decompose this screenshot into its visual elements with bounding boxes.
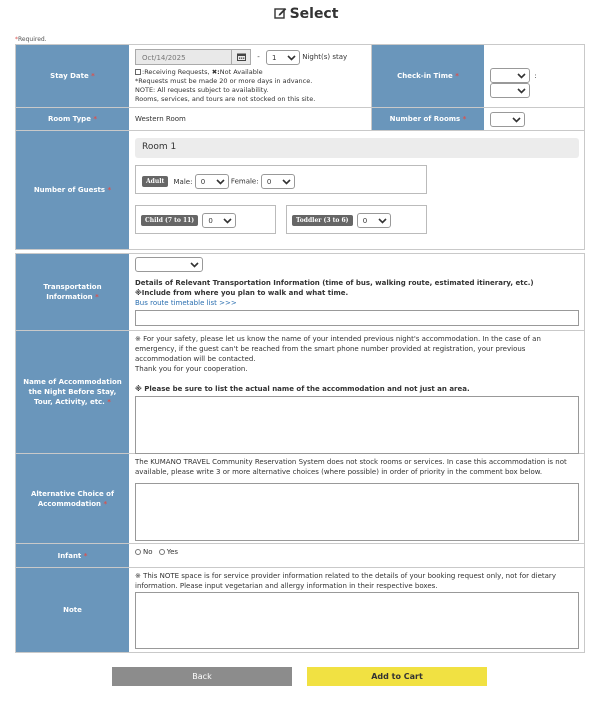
- note-value: [129, 568, 585, 652]
- chevron-down-icon: [517, 88, 526, 94]
- page-title: [0, 6, 612, 22]
- transportation-label: Transportation Information *: [16, 254, 129, 330]
- checkin-minute-select[interactable]: [490, 83, 530, 98]
- time-colon: :: [534, 71, 537, 80]
- booking-form-bottom: [15, 253, 585, 653]
- number-of-guests-label: Number of Guests *: [16, 131, 129, 249]
- edit-icon: [274, 7, 287, 19]
- stay-note-2: NOTE: All requests subject to availability.: [135, 86, 269, 94]
- child-box: [135, 205, 276, 234]
- checkin-time-label: Check-in Time *: [371, 45, 484, 107]
- page-title-text: Select: [289, 6, 339, 22]
- room-type-row: [16, 108, 584, 131]
- room-type-value: Western Room: [135, 115, 186, 123]
- transportation-value: [129, 254, 585, 330]
- accommodation-row: [16, 331, 584, 454]
- stay-date-label: Stay Date *: [16, 45, 129, 107]
- nights-select[interactable]: [266, 50, 300, 65]
- accommodation-value: [129, 331, 585, 453]
- infant-no-radio[interactable]: [135, 549, 141, 555]
- required-mark: *: [15, 36, 18, 43]
- infant-value: [129, 544, 584, 567]
- required-note-text: Required.: [18, 36, 47, 43]
- stay-note-3: Rooms, services, and tours are not stocked on this site.: [135, 95, 316, 103]
- number-of-rooms-value: [484, 108, 584, 130]
- male-select[interactable]: 0: [195, 174, 229, 189]
- calendar-icon[interactable]: [231, 50, 250, 64]
- chevron-down-icon: [512, 117, 521, 123]
- chevron-down-icon: [378, 218, 387, 224]
- infant-yes-radio[interactable]: [159, 549, 165, 555]
- receiving-icon: [135, 69, 141, 75]
- room-title: Room 1: [135, 138, 579, 158]
- checkin-time-value: [484, 45, 584, 107]
- note-text: ※ This NOTE space is for service provider information related to the details of your booking request only, not for dietary information. Please input vegetarian and allergy information in their respective boxes.: [135, 572, 556, 590]
- male-label: Male:: [173, 177, 193, 186]
- female-select[interactable]: 0: [261, 174, 295, 189]
- accommodation-textarea[interactable]: [135, 396, 579, 454]
- child-badge: Child (7 to 11): [141, 215, 198, 226]
- child-select[interactable]: 0: [202, 213, 236, 228]
- infant-label: Infant *: [16, 544, 129, 567]
- not-available-icon: ✖:: [211, 68, 220, 76]
- adult-badge: Adult: [142, 176, 168, 187]
- checkin-hour-select[interactable]: [490, 68, 530, 83]
- thanks-note: Thank you for your cooperation.: [135, 365, 248, 373]
- stay-notes: [135, 68, 365, 104]
- date-dash: -: [257, 53, 260, 61]
- infant-row: [16, 544, 584, 568]
- accommodation-label: Name of Accommodation the Night Before Stay, Tour, Activity, etc. *: [16, 331, 129, 453]
- alternative-label: Alternative Choice of Accommodation *: [16, 454, 129, 543]
- chevron-down-icon: [190, 262, 199, 268]
- note-label: Note: [16, 568, 129, 652]
- adult-box: [135, 165, 427, 194]
- guests-value: [129, 131, 584, 249]
- female-label: Female:: [230, 177, 259, 186]
- infant-no-label: No: [143, 548, 153, 556]
- transportation-select[interactable]: [135, 257, 203, 272]
- alternative-text: The KUMANO TRAVEL Community Reservation System does not stock rooms or services. In case this accommodation is not available, please write 3 or more alternative choices (where possible) in order of priority in the comment box below.: [135, 458, 567, 476]
- sure-note: ※ Please be sure to list the actual name of the accommodation and not just an area.: [135, 385, 470, 393]
- transport-include-note: ※Include from where you plan to walk and what time.: [135, 289, 349, 297]
- note-row: [16, 568, 584, 652]
- chevron-down-icon: [216, 179, 225, 185]
- alternative-value: [129, 454, 585, 543]
- nights-suffix: Night(s) stay: [302, 53, 348, 61]
- bus-route-link[interactable]: Bus route timetable list >>>: [135, 299, 237, 307]
- infant-yes-label: Yes: [166, 548, 179, 556]
- required-note: [15, 36, 47, 43]
- toddler-select[interactable]: 0: [357, 213, 391, 228]
- room-type-label: Room Type *: [16, 108, 129, 130]
- chevron-down-icon: [223, 218, 232, 224]
- back-button[interactable]: Back: [112, 667, 292, 686]
- alternative-row: [16, 454, 584, 544]
- transport-input[interactable]: [135, 310, 579, 326]
- date-input[interactable]: Oct/14/2025: [136, 50, 231, 64]
- alternative-textarea[interactable]: [135, 483, 579, 541]
- stay-date-value: [129, 45, 371, 107]
- note-textarea[interactable]: [135, 592, 579, 649]
- transport-details: Details of Relevant Transportation Information (time of bus, walking route, estimated itinerary, etc.): [135, 279, 534, 287]
- nights-value: 1: [272, 53, 277, 62]
- number-of-rooms-select[interactable]: [490, 112, 525, 127]
- stay-date-row: [16, 45, 584, 108]
- safety-note: ※ For your safety, please let us know the name of your intended previous night's accommodation. In the case of an emergency, if the guest can't be reached from the smart phone number provided at registration, your previous accommodation will be contacted.: [135, 335, 541, 363]
- toddler-box: [286, 205, 427, 234]
- stay-note-1: *Requests must be made 20 or more days in advance.: [135, 77, 313, 85]
- availability-legend: :Receiving Requests, ✖:Not Available: [135, 68, 365, 77]
- toddler-badge: Toddler (3 to 6): [292, 215, 353, 226]
- chevron-down-icon: [282, 179, 291, 185]
- booking-form-top: [15, 44, 585, 250]
- number-of-guests-row: [16, 131, 584, 249]
- transportation-row: [16, 254, 584, 331]
- add-to-cart-button[interactable]: Add to Cart: [307, 667, 487, 686]
- chevron-down-icon: [287, 55, 296, 61]
- date-picker[interactable]: [135, 49, 251, 65]
- chevron-down-icon: [517, 73, 526, 79]
- number-of-rooms-label: Number of Rooms *: [371, 108, 484, 130]
